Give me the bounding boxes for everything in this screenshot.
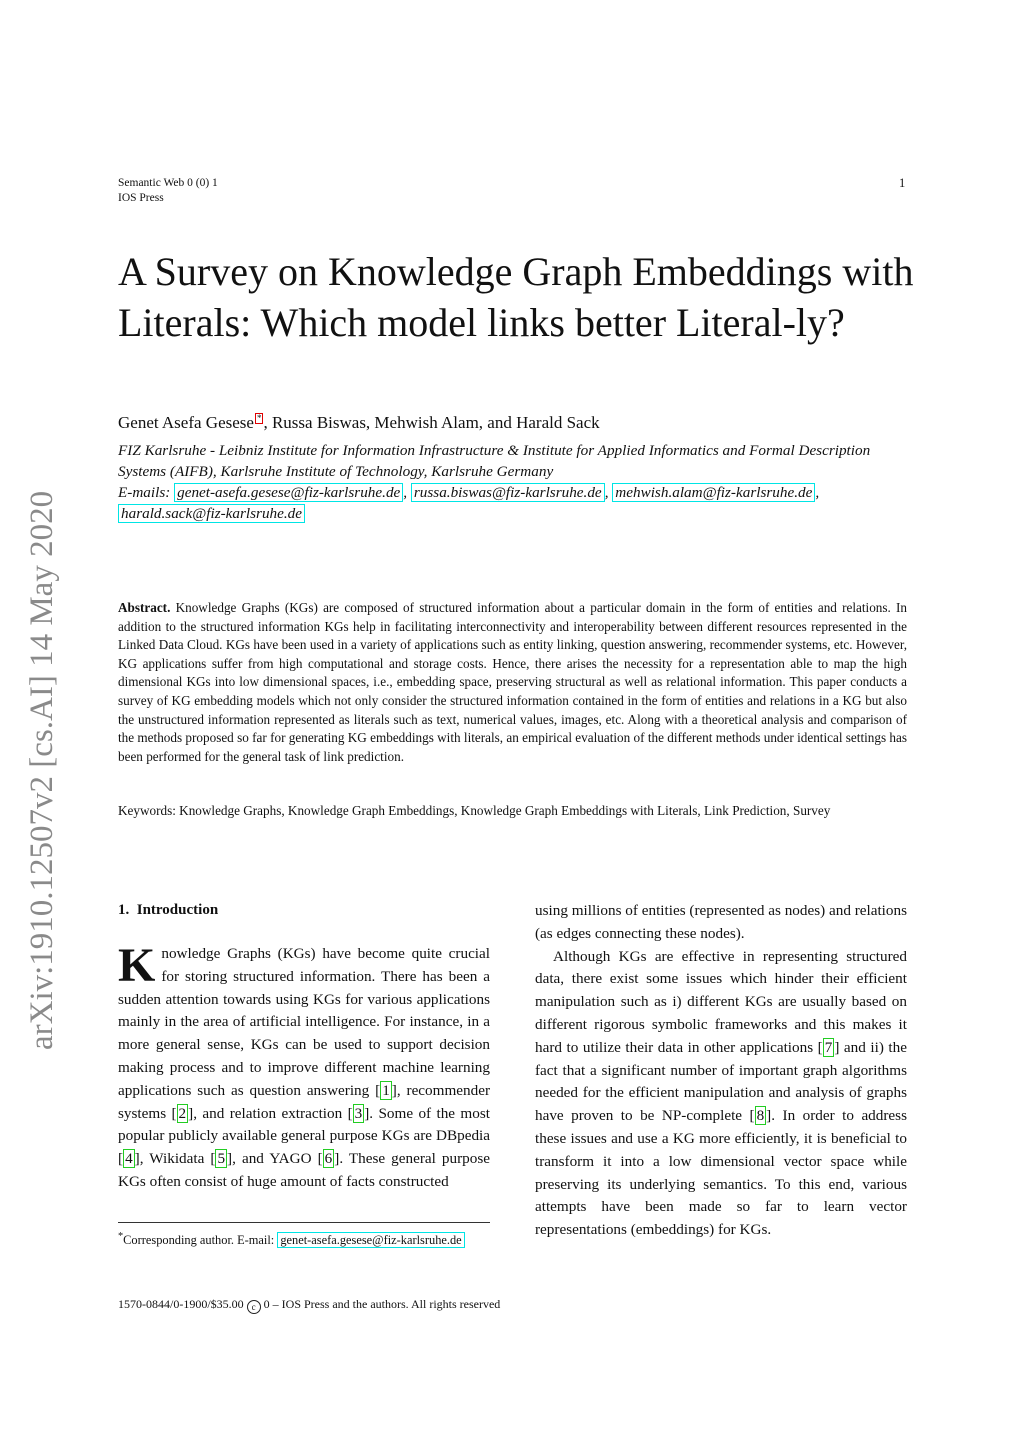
footnote [118, 1228, 490, 1249]
publisher-name: IOS Press [118, 192, 164, 204]
intro-paragraph: Knowledge Graphs (KGs) have become quite crucial for storing structured information. There has been a sudden attention towards using KGs for various applications mainly in the area of artificial intelligence. For instance, in a more general sense, KGs can be used to support decision making process and to improve different machine learning applications such as question answering [ 1 ], recommender systems [ 2 ], and relation extraction [ 3 ]. Some of the most popular publicly available general purpose KGs are DBpedia [ 4 ], Wikidata [ 5 ], and YAGO [ 6 ]. These general purpose KGs often consist of huge amount of facts constructed [118, 939, 490, 1190]
left-column [118, 939, 490, 1194]
copyright-icon: c [247, 1300, 261, 1314]
citation-link[interactable]: 4 [125, 1150, 133, 1168]
citation-link[interactable]: 2 [178, 1104, 187, 1122]
paper-title: A Survey on Knowledge Graph Embeddings with Literals: Which model links better Literal-ly? [118, 249, 914, 345]
issn-price: 1570-0844/0-1900/$35.00 [118, 1297, 244, 1311]
section-title: Introduction [136, 902, 219, 918]
footnote-mark: * [118, 1231, 124, 1242]
keywords: Keywords: Knowledge Graphs, Knowledge Graph Embeddings, Knowledge Graph Embeddings with Literals, Link Prediction, Survey [118, 803, 831, 818]
journal-name: Semantic Web 0 (0) 1 [118, 177, 218, 189]
abstract-text: Knowledge Graphs (KGs) are composed of structured information about a particular domain in the form of entities and relations. In addition to the structured information KGs help in facilitating interconnectivity and interoperability between different resources represented in the Linked Data Cloud. KGs have been used in a variety of applications such as entity linking, question answering, recommender systems, etc. However, KG applications suffer from high computational and storage costs. Hence, there arises the necessity for a representation able to map the high dimensional KGs into low dimensional spaces, i.e., embedding space, preserving structural as well as relational information. This paper conducts a survey of KG embedding models which not only consider the structured information contained in the form of entities and relations in a KG but also the unstructured information represented as literals such as text, numerical values, images, etc. Along with a theoretical analysis and comparison of the methods proposed so far for generating KG embeddings with literals, an empirical evaluation of the different methods under identical settings has been performed for the general task of link prediction. [118, 600, 907, 764]
citation-link[interactable]: 8 [756, 1107, 765, 1125]
author-list [118, 413, 600, 433]
arxiv-stamp: arXiv:1910.12507v2 [cs.AI] 14 May 2020 [24, 490, 60, 1050]
section-number: 1. [118, 902, 130, 918]
first-author: Genet Asefa Gesese [118, 413, 254, 432]
abstract-label: Abstract. [118, 600, 171, 615]
citation-link[interactable]: 7 [824, 1038, 833, 1056]
email-link[interactable]: russa.biswas@fiz-karlsruhe.de [411, 483, 605, 502]
citation-link[interactable]: 3 [354, 1104, 363, 1122]
citation-link[interactable]: 6 [324, 1150, 333, 1168]
other-authors: , Russa Biswas, Mehwish Alam, and Harald Sack [263, 413, 600, 432]
footnote-rule [118, 1222, 490, 1223]
footnote-text: Corresponding author. E-mail: [123, 1233, 278, 1248]
drop-cap: K [118, 939, 156, 992]
corresponding-author-mark[interactable]: * [256, 413, 262, 423]
citation-link[interactable]: 5 [217, 1150, 226, 1168]
email-link[interactable]: mehwish.alam@fiz-karlsruhe.de [612, 483, 815, 502]
affiliation-block [118, 440, 908, 524]
running-header [118, 176, 218, 206]
footnote-email-link[interactable]: genet-asefa.gesese@fiz-karlsruhe.de [277, 1232, 464, 1248]
body-paragraph: using millions of entities (represented as nodes) and relations (as edges connecting these nodes). [535, 902, 908, 942]
page-number: 1 [899, 176, 906, 190]
abstract [118, 599, 907, 766]
citation-link[interactable]: 1 [382, 1081, 390, 1099]
copyright-line [118, 1297, 500, 1314]
section-heading [118, 902, 218, 919]
email-list: E-mails: genet-asefa.gesese@fiz-karlsruhe.de , russa.biswas@fiz-karlsruhe.de , mehwish.alam@fiz-karlsruhe.de , harald.sack@fiz-karlsruhe.de [118, 484, 820, 522]
body-paragraph: Although KGs are effective in representing structured data, there exist some issues which hinder their efficient manipulation such as i) different KGs are usually based on different rigorous symbolic frameworks and this makes it hard to utilize their data in other applications [ 7 ] and ii) the fact that a significant number of important graph algorithms needed for the efficient manipulation and analysis of graphs have proven to be NP-complete [ 8 ]. In order to address these issues and use a KG more efficiently, it is beneficial to transform it into a low dimensional vector space while preserving its underlying semantics. To this end, various attempts have been made so far to learn vector representations (embeddings) for KGs. [535, 947, 907, 1239]
institution: FIZ Karlsruhe - Leibniz Institute for Information Infrastructure & Institute for Applied Informatics and Formal Description Systems (AIFB), Karlsruhe Institute of Technology, Karlsruhe Germany [118, 442, 871, 480]
email-link[interactable]: harald.sack@fiz-karlsruhe.de [118, 504, 305, 523]
copyright-text: 0 – IOS Press and the authors. All rights reserved [263, 1297, 501, 1311]
emails-label: E-mails: [118, 484, 171, 501]
email-link[interactable]: genet-asefa.gesese@fiz-karlsruhe.de [174, 483, 403, 502]
right-column [535, 900, 907, 1242]
